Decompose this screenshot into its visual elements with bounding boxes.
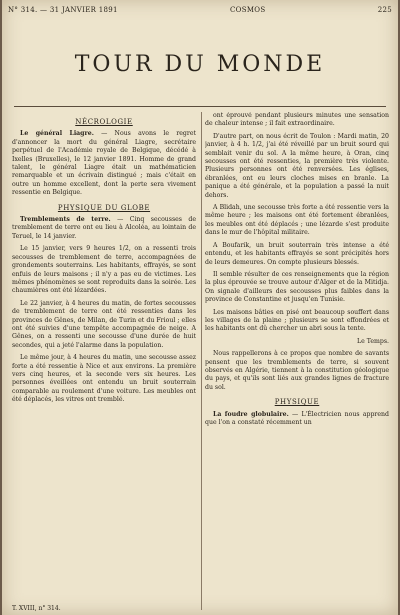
article-paragraph (205, 271, 389, 305)
source-credit: Le Temps. (356, 337, 389, 345)
article-paragraph (12, 354, 196, 404)
section-heading: NÉCROLOGIE (75, 118, 133, 126)
article-lead: Tremblements de terre. (20, 216, 111, 224)
article-paragraph (12, 245, 196, 295)
article-text: ont éprouvé pendant plusieurs minutes une sensation de chaleur intense ; il fait extraordinaire. (205, 112, 389, 128)
section-heading: PHYSIQUE (274, 398, 320, 407)
article-paragraph (205, 309, 389, 334)
article-paragraph (12, 216, 196, 241)
issue-number: N° 314. — 31 JANVIER 1891 (8, 6, 118, 14)
article-paragraph (205, 411, 389, 428)
article-paragraph (12, 300, 196, 350)
article-text: Il semble résulter de ces renseignements que la région la plus éprouvée se trouve autour d'Alger et de la Mitidja. On signale d'ailleurs des secousses plus faibles dans la province de Constantine et jusqu'en Tunisie. (205, 270, 389, 304)
article-lead: Le général Liagre. (20, 130, 94, 138)
page-title: TOUR DU MONDE (74, 52, 326, 77)
article-paragraph (205, 112, 389, 129)
article-text: — Nous avons le regret d'annoncer la mort du général Liagre, secrétaire perpétuel de l'Académie royale de Belgique, décédé à Ixelles (Bruxelles), le 12 janvier 1891. Homme de grand talent, le général Liagre était un mathématicien remarquable et un écrivain distingué ; mais c'était en outre un homme excellent, dont la perte sera vivement ressentie en Belgique. (12, 130, 196, 197)
article-lead: La foudre globulaire. (213, 410, 289, 418)
article-text: Le même jour, à 4 heures du matin, une secousse assez forte a été ressentie à Nice et aux environs. La première vers cinq heures, et la seconde vers six heures. Les personnes éveillées ont entendu un bruit souterrain comparable au roulement d'une voiture. Les meubles ont été déplacés, les vitres ont tremblé. (12, 354, 196, 404)
journal-page (2, 0, 398, 615)
article-text: D'autre part, on nous écrit de Toulon : Mardi matin, 20 janvier, à 4 h. 1/2, j'ai été réveillé par un bruit sourd qui semblait venir du sol. A la même heure, à Oran, cinq secousses ont été ressenties, la première très violente. Plusieurs personnes ont été renversées. Les églises, ébranlées, ont eu leurs cloches mises en branle. La panique a été générale, et la population a passé la nuit dehors. (205, 132, 389, 199)
footer-signature: T. XVIII, n° 314. (12, 605, 61, 612)
article-paragraph (205, 133, 389, 200)
article-text: — Cinq secousses de tremblement de terre ont eu lieu à Alcoléa, au lointain de Teruel, le 14 janvier. (12, 216, 196, 240)
article-text: Le 15 janvier, vers 9 heures 1/2, on a ressenti trois secousses de tremblement de terre, accompagnées de grondements souterrains. Les habitants, effrayés, se sont enfuis de leurs maisons ; il n'y a pas eu de victimes. Les mêmes phénomènes se sont reproduits dans la soirée. Les chaumières ont été lézardées. (12, 245, 196, 295)
journal-name: COSMOS (230, 6, 266, 14)
article-text: Les maisons bâties en pisé ont beaucoup souffert dans les villages de la plaine ; plusieurs se sont effondrées et les habitants ont dû chercher un abri sous la tente. (205, 308, 389, 333)
article-paragraph (12, 130, 196, 197)
article-paragraph (205, 350, 389, 392)
left-column (12, 112, 196, 610)
running-head (8, 4, 392, 16)
column-divider (201, 112, 202, 610)
section-heading: PHYSIQUE DU GLOBE (57, 203, 151, 212)
page-number: 225 (377, 6, 392, 14)
article-paragraph (205, 242, 389, 267)
right-column (205, 112, 389, 610)
article-paragraph (205, 204, 389, 238)
article-text: — L'Électricien nous apprend que l'on a constaté récemment un (205, 410, 389, 426)
title-rule (14, 106, 386, 107)
article-text: Le 22 janvier, à 4 heures du matin, de fortes secousses de tremblement de terre ont été ressenties dans les provinces de Gênes, de Milan, de Turin et du Frioul ; elles ont été suivies d'une tempête accompagnée de neige. A Gênes, on a ressenti une secousse d'une durée de huit secondes, qui a jeté l'alarme dans la population. (12, 299, 196, 349)
article-text: A Blidah, une secousse très forte a été ressentie vers la même heure ; les maisons ont été fortement ébranlées, les meubles ont été déplacés ; une lézarde s'est produite dans le mur de l'hôpital militaire. (205, 204, 389, 237)
article-text: A Boufarik, un bruit souterrain très intense a été entendu, et les habitants effrayés se sont précipités hors de leurs demeures. On compte plusieurs blessés. (205, 241, 389, 266)
article-text: Nous rappellerons à ce propos que nombre de savants pensent que les tremblements de terre, si souvent observés en Algérie, tiennent à la constitution géologique du pays, et qu'ils sont liés aux grandes lignes de fracture du sol. (205, 350, 389, 391)
